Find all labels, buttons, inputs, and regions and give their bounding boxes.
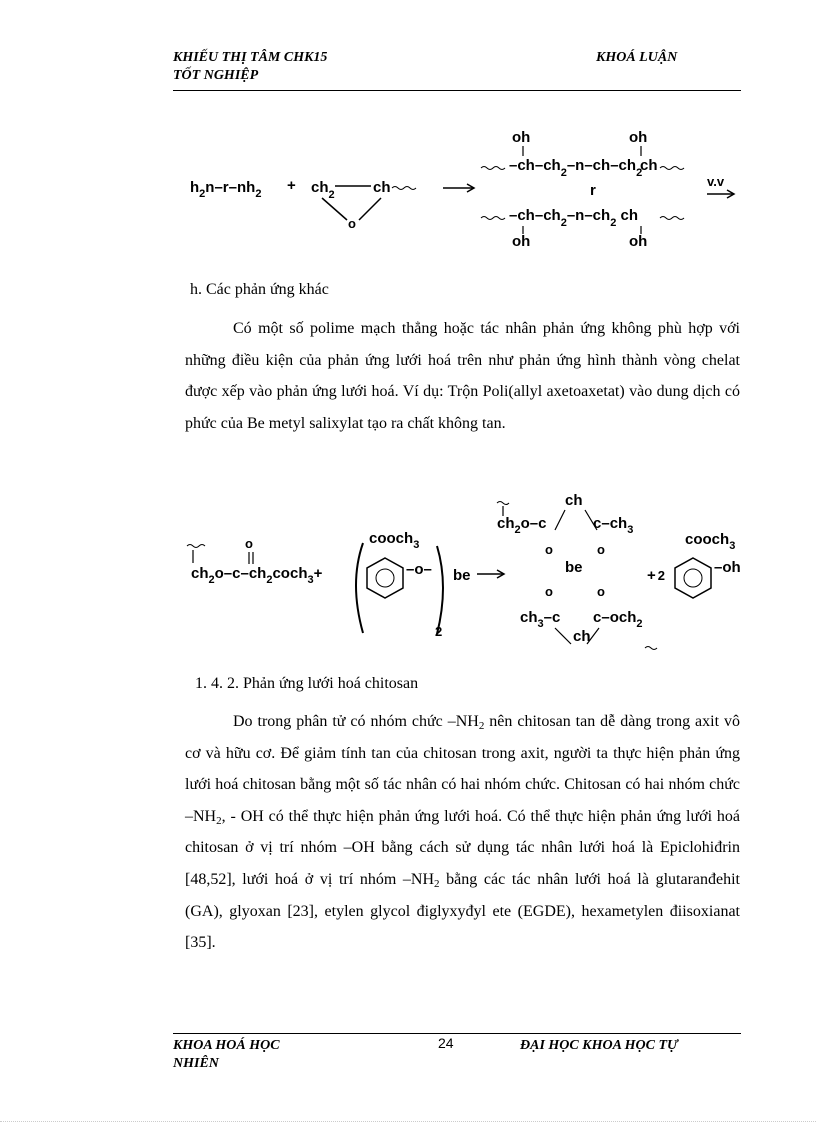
footer-right: ĐẠI HỌC KHOA HỌC TỰ xyxy=(520,1038,678,1053)
page-number: 24 xyxy=(438,1035,454,1051)
footer-left-line2: NHIÊN xyxy=(173,1056,219,1071)
scheme2-prod-top-left: $ch_2o-c$ xyxy=(497,515,547,536)
scheme2-oh-right: –oh xyxy=(714,559,741,576)
scheme2-be-center: be xyxy=(565,559,583,576)
scheme2-prod-ch-top: ch xyxy=(565,492,583,509)
scheme2-o-1: o xyxy=(545,542,553,557)
scheme2-cooch3-left: cooch$_3$ xyxy=(369,530,420,551)
header-right: KHOÁ LUẬN xyxy=(596,50,678,65)
scheme1-oh-top-right: oh xyxy=(629,129,648,146)
scheme2-reactant-chain: $ch_2o-c-ch_2coch_3+$ xyxy=(191,565,323,586)
scheme1-r: r xyxy=(590,182,596,199)
scheme2-prod-ch-bottom: ch xyxy=(573,628,591,645)
scheme2-prod-ch3-c: $ch_3-c$ xyxy=(520,609,561,630)
page-bottom-dotted-line xyxy=(0,1121,816,1122)
scheme2-subscript-2: 2 xyxy=(435,624,443,639)
scheme2-prod-c-och2: c–och$_2$ xyxy=(593,609,643,630)
scheme1-epoxide-o: o xyxy=(348,216,356,231)
footer-rule xyxy=(173,1033,741,1034)
scheme1-oh-bottom-left: oh xyxy=(512,233,531,250)
section-heading-h: h. Các phản ứng khác xyxy=(190,281,329,298)
scheme1-chain-top: $-ch-ch_2-n-ch-ch_2$ xyxy=(509,157,643,179)
paragraph-chitosan-crosslink: Do trong phân tử có nhóm chức $-NH_2$ nên chitosan tan dễ dàng trong axit vô cơ và hữu cơ. Để giảm tính tan của chitosan trong axit, người ta thực hiện phản ứng lưới hoá chitosan bằng một số tác nhân có hai nhóm chức. Chitosan có hai nhóm chức $-NH_2$, - OH có thể thực hiện phản ứng lưới hoá. Có thể thực hiện phản ứng lưới hoá chitosan ở vị trí nhóm –OH bằng cách sử dụng tác nhân lưới hoá là Epiclohiđrin [48,52], lưới hoá ở vị trí nhóm $-NH_2$ bằng các tác nhân lưới hoá là glutaranđehit (GA), glyoxan [23], etylen glycol điglyxyđyl ete (EGDE), hexametylen điisoxianat [35]. xyxy=(185,713,741,952)
footer-left-line1: KHOA HOÁ HỌC xyxy=(173,1038,280,1053)
reaction-scheme-amine-epoxide xyxy=(185,120,745,260)
header-left-line2: TỐT NGHIỆP xyxy=(173,68,259,83)
section-heading-1-4-2: 1. 4. 2. Phản ứng lưới hoá chitosan xyxy=(195,675,419,692)
scheme2-o-link: –o– xyxy=(406,561,432,578)
scheme2-be-left: be xyxy=(453,567,471,584)
scheme1-epoxide-ch2: $ch_2$ xyxy=(311,179,335,201)
scheme2-cooch3-right: cooch$_3$ xyxy=(685,531,736,552)
scheme1-vv: v.v xyxy=(707,174,725,189)
scheme2-prod-c-ch3: $c-ch_3$ xyxy=(593,515,634,536)
scheme1-plus: + xyxy=(287,177,296,194)
scheme1-amine: $h_2n-r-nh_2$ xyxy=(190,179,262,200)
scheme1-epoxide-ch: ch xyxy=(373,179,391,196)
scheme2-o-2: o xyxy=(597,542,605,557)
scheme2-o-4: o xyxy=(597,584,605,599)
scheme1-chain-bottom: $-ch-ch_2-n-ch_2$ ch xyxy=(509,207,639,229)
header-left-line1: KHIẾU THỊ TÂM CHK15 xyxy=(173,50,328,65)
scheme1-oh-top-left: oh xyxy=(512,129,531,146)
reaction-scheme-chelate-be xyxy=(185,488,765,658)
scheme2-carbonyl-o: o xyxy=(245,536,253,551)
scheme2-o-3: o xyxy=(545,584,553,599)
paragraph-crosslink-other: Có một số polime mạch thẳng hoặc tác nhân phản ứng không phù hợp với những điều kiện của phản ứng lưới hoá trên như phản ứng hình thành vòng chelat được xếp vào phản ứng lưới hoá. Ví dụ: Trộn Poli(allyl axetoaxetat) vào dung dịch có phức của Be metyl salixylat tạo ra chất không tan. xyxy=(185,320,740,432)
scheme1-oh-bottom-right: oh xyxy=(629,233,648,250)
header-rule xyxy=(173,90,741,91)
scheme1-chain-top-end: ch xyxy=(640,157,658,174)
scheme2-plus-2: + 2 xyxy=(647,567,665,584)
